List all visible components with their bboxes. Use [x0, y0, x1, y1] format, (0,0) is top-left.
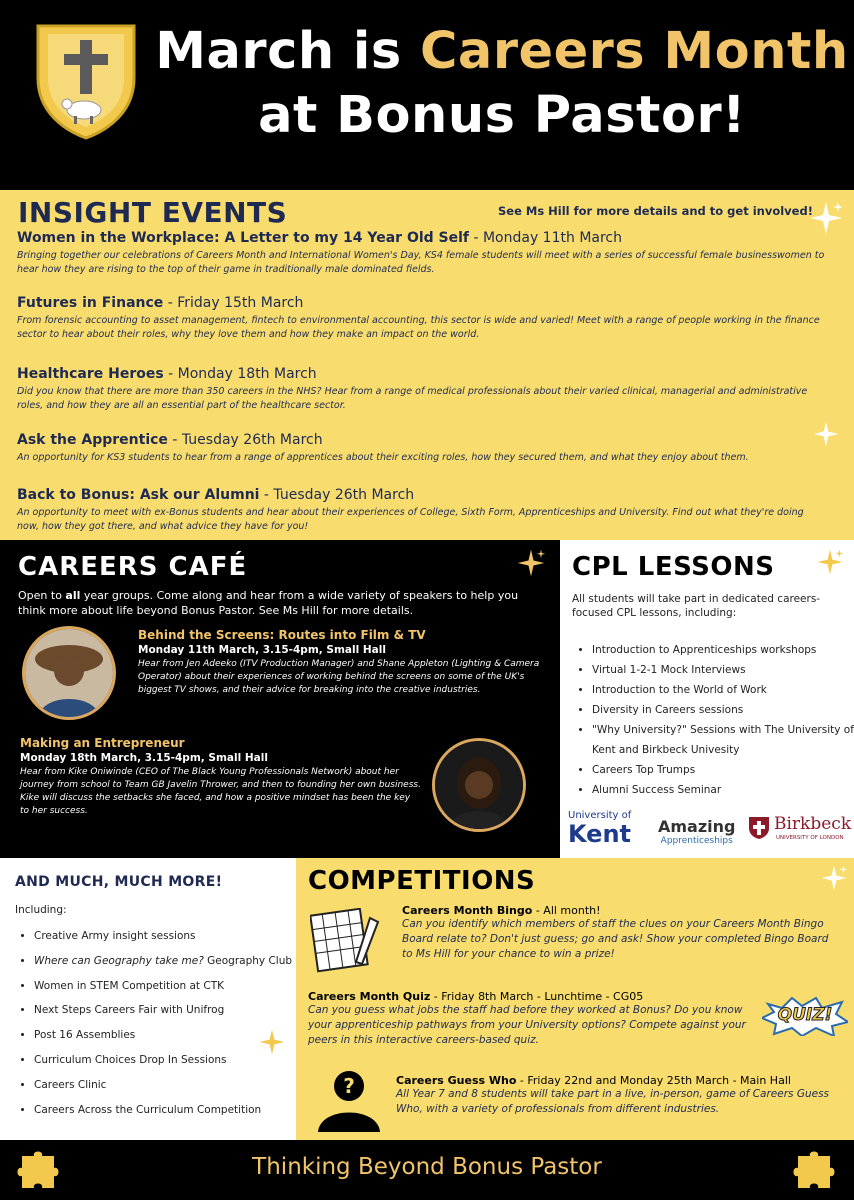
event-item	[17, 487, 827, 534]
list-item-text: Careers Across the Curriculum Competition	[34, 1103, 262, 1116]
school-crest-icon	[34, 20, 138, 140]
title-line-2: at Bonus Pastor!	[258, 86, 746, 145]
amazing-logo-text: Amazing	[658, 817, 736, 836]
quiz-badge-text: QUIZ!	[777, 1005, 833, 1025]
cafe-session	[138, 628, 548, 697]
list-item	[34, 998, 308, 1023]
competition-name: Careers Month Quiz	[308, 990, 431, 1003]
sparkle-icon	[516, 548, 546, 578]
competition-description: Can you guess what jobs the staff had before they worked at Bonus? Do you know your apprenticeship pathways from your University options? Compete against your peers in this interactive careers-based quiz.	[308, 1004, 746, 1046]
event-name: Women in the Workplace: A Letter to my 14 Year Old Self	[17, 230, 470, 246]
cpl-heading: CPL LESSONS	[572, 552, 775, 582]
sparkle-icon	[816, 548, 844, 576]
cafe-intro-bold: all	[65, 589, 81, 602]
apprenticeships-logo-text: Apprenticeships	[660, 836, 733, 846]
event-item	[17, 295, 827, 342]
session-description: Hear from Jen Adeeko (ITV Production Manager) and Shane Appleton (Lighting & Camera Operator) about their experiences of working behind the screens on some of the UK's biggest TV shows, and their advice for breaking into the creative industries.	[138, 659, 540, 695]
amazing-apprenticeships-logo	[658, 812, 736, 846]
list-item: • Alumni Success Seminar	[592, 780, 854, 800]
competitions-section	[296, 858, 854, 1140]
competition-name: Careers Guess Who	[396, 1074, 517, 1087]
competition-item	[402, 904, 842, 962]
competition-name: Careers Month Bingo	[402, 904, 533, 917]
insight-heading: INSIGHT EVENTS	[18, 196, 288, 229]
competitions-heading: COMPETITIONS	[308, 866, 536, 896]
person-icon	[435, 741, 523, 829]
event-description: Bringing together our celebrations of Careers Month and International Women's Day, KS4 female students will meet with a series of successful female businesswomen to hear how they are rising to the top of their game in traditionally male dominated fields.	[17, 250, 825, 275]
event-item	[17, 230, 827, 277]
list-item-text: Next Steps Careers Fair with Unifrog	[34, 1004, 225, 1017]
kent-logo-small: University of	[568, 810, 632, 821]
competition-description: Can you identify which members of staff the clues on your Careers Month Bingo Board relate to? Don't just guess; go and ask! Show your completed Bingo Board to Ms Hill for your chance to win a prize!	[402, 918, 829, 960]
guess-who-silhouette-icon	[316, 1066, 382, 1132]
page-title	[150, 20, 854, 148]
event-description: An opportunity for KS3 students to hear from a range of apprentices about their exciting roles, how they secured them, and what they enjoy about them.	[17, 452, 749, 463]
list-item-text: Careers Clinic	[34, 1078, 107, 1091]
cafe-intro-text: year groups. Come along and hear from a wide variety of speakers to help you think more about life beyond Bonus Pastor. See Ms Hill for more details.	[18, 589, 519, 617]
list-item: • Diversity in Careers sessions	[592, 700, 854, 720]
competition-when: - All month!	[532, 904, 601, 917]
list-item	[34, 1098, 308, 1123]
competition-when: - Friday 22nd and Monday 25th March - Main Hall	[516, 1074, 791, 1087]
list-item	[34, 1073, 308, 1098]
speaker-photo	[22, 626, 116, 720]
cafe-intro-text: Open to	[18, 589, 66, 602]
insight-events-section	[0, 190, 854, 540]
insight-contact: See Ms Hill for more details and to get involved!	[498, 204, 813, 218]
svg-text:?: ?	[343, 1074, 355, 1098]
list-item: • "Why University?" Sessions with The University of Kent and Birkbeck Univesity	[592, 720, 854, 760]
speaker-photo	[432, 738, 526, 832]
competition-item	[308, 990, 760, 1048]
event-item	[17, 366, 827, 413]
list-item: • Virtual 1-2-1 Mock Interviews	[592, 660, 854, 680]
list-item: • Introduction to Apprenticeships workshops	[592, 640, 854, 660]
event-date: - Tuesday 26th March	[259, 487, 415, 503]
footer	[0, 1140, 854, 1200]
list-item: • Careers Top Trumps	[592, 760, 854, 780]
event-name: Futures in Finance	[17, 295, 164, 311]
event-name: Healthcare Heroes	[17, 366, 164, 382]
person-icon	[25, 629, 113, 717]
session-title: Making an Entrepreneur	[20, 736, 185, 750]
event-date: - Monday 11th March	[469, 230, 622, 246]
cpl-lessons-section	[560, 540, 854, 858]
footer-tagline: Thinking Beyond Bonus Pastor	[252, 1154, 602, 1180]
more-list	[16, 924, 308, 1122]
event-description: An opportunity to meet with ex-Bonus students and hear about their experiences of College, Sixth Form, Apprenticeships and University. Find out what they're doing now, how they got there, and what advice they have for you!	[17, 507, 804, 532]
kent-logo-big: Kent	[568, 820, 632, 848]
partner-logos	[568, 808, 854, 852]
event-description: From forensic accounting to asset management, fintech to environmental accounting, this sector is wide and varied! Meet with a range of people working in the finance sector to hear about their roles, why they love them and how they make an impact on the world.	[17, 315, 820, 340]
careers-cafe-section	[0, 540, 560, 858]
list-item-text: Curriculum Choices Drop In Sessions	[34, 1053, 227, 1066]
birkbeck-shield-icon	[748, 816, 770, 840]
competition-description: All Year 7 and 8 students will take part in a live, in-person, game of Careers Guess Who, with a variety of professionals from different industries.	[396, 1088, 830, 1115]
event-item	[17, 432, 827, 465]
list-item	[34, 974, 308, 999]
session-description: Hear from Kike Oniwinde (CEO of The Black Young Professionals Network) about her journey from school to Team GB Javelin Thrower, and then to founding her own business. Kike will discuss the setbacks she faced, and how a positive mindset has been the key to her success.	[20, 767, 421, 816]
header	[0, 0, 854, 190]
event-name: Ask the Apprentice	[17, 432, 168, 448]
title-accent: Careers Month	[419, 22, 849, 81]
list-item: • Introduction to the World of Work	[592, 680, 854, 700]
list-item-em: Where can Geography take me?	[34, 954, 204, 967]
more-heading: AND MUCH, MUCH MORE!	[15, 874, 223, 890]
bingo-card-icon	[310, 908, 382, 974]
list-item-text: Creative Army insight sessions	[34, 930, 196, 942]
event-date: - Tuesday 26th March	[167, 432, 323, 448]
list-item	[34, 924, 308, 949]
session-time: Monday 18th March, 3.15-4pm, Small Hall	[20, 752, 268, 764]
session-title: Behind the Screens: Routes into Film & TV	[138, 628, 426, 642]
birkbeck-logo-sub: UNIVERSITY OF LONDON	[776, 835, 844, 841]
cpl-list	[574, 640, 854, 800]
list-item-text: Post 16 Assemblies	[34, 1029, 136, 1042]
more-including: Including:	[15, 904, 67, 916]
title-text: March is	[155, 22, 420, 81]
cpl-intro: All students will take part in dedicated careers-focused CPL lessons, including:	[572, 593, 821, 619]
event-date: - Friday 15th March	[163, 295, 304, 311]
cafe-heading: CAREERS CAFÉ	[18, 552, 248, 582]
competition-when: - Friday 8th March - Lunchtime - CG05	[430, 990, 644, 1003]
event-date: - Monday 18th March	[163, 366, 317, 382]
list-item-text: Geography Club	[203, 954, 293, 967]
competition-item	[396, 1074, 842, 1117]
sparkle-icon	[820, 864, 848, 892]
puzzle-piece-icon	[792, 1148, 838, 1192]
event-name: Back to Bonus: Ask our Alumni	[17, 487, 260, 503]
cafe-intro	[18, 588, 538, 618]
much-more-section	[0, 858, 296, 1140]
sparkle-icon	[258, 1028, 286, 1056]
session-time: Monday 11th March, 3.15-4pm, Small Hall	[138, 644, 386, 656]
birkbeck-logo-text: Birkbeck	[774, 814, 852, 834]
event-description: Did you know that there are more than 350 careers in the NHS? Hear from a range of medical professionals about their varied clinical, managerial and administrative roles, and how they are all an essential part of the healthcare sector.	[17, 386, 808, 411]
cafe-session	[20, 736, 422, 818]
quiz-badge	[762, 996, 848, 1036]
list-item-text: Women in STEM Competition at CTK	[34, 979, 225, 992]
kent-logo	[568, 810, 631, 847]
list-item	[34, 949, 308, 974]
